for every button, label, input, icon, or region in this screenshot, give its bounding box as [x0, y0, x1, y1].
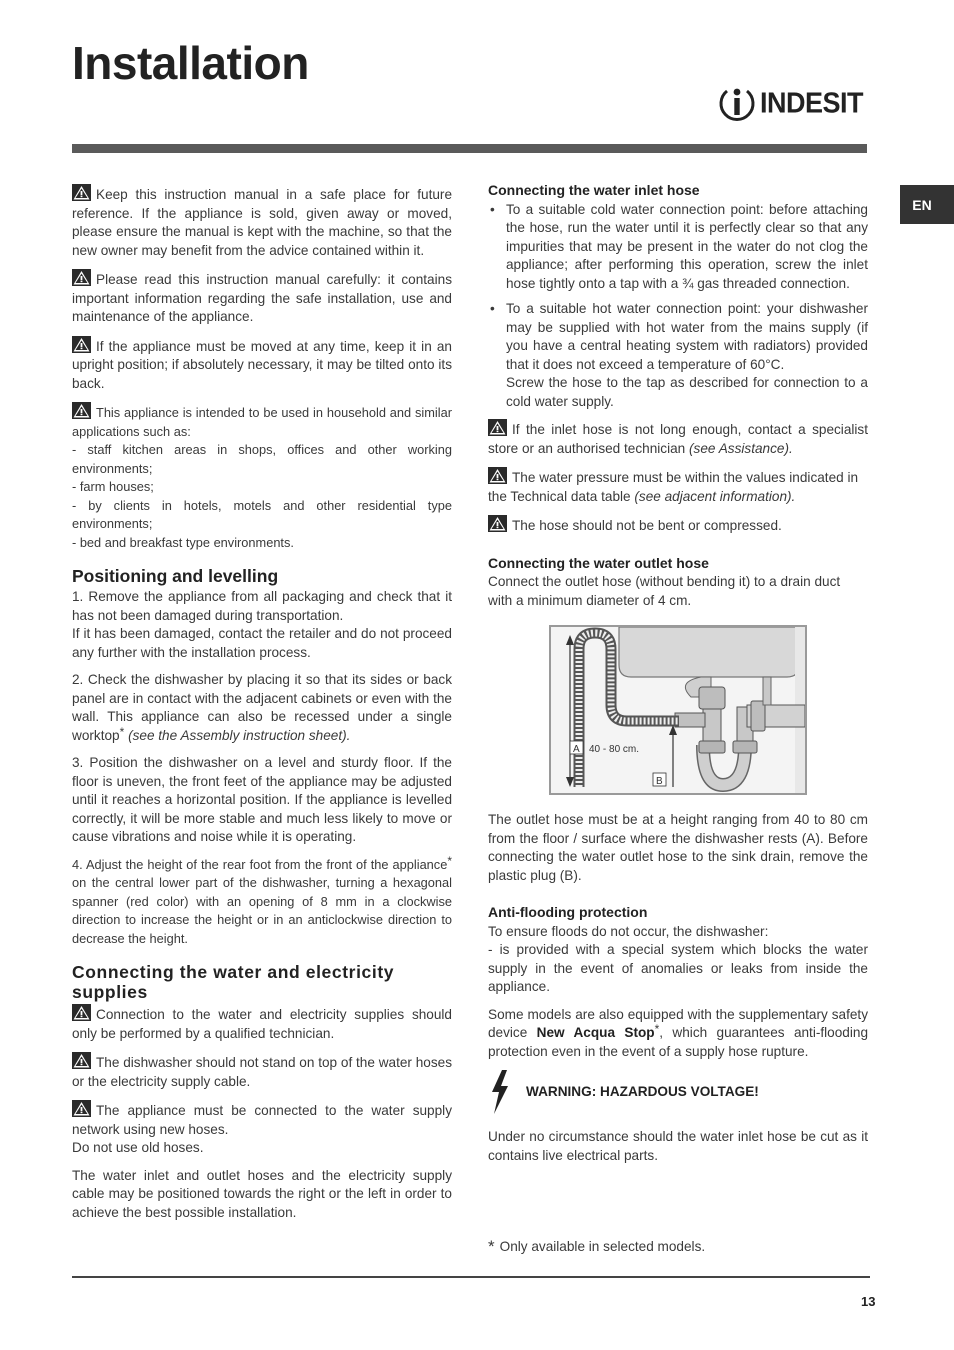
outlet-hose-diagram — [549, 625, 807, 795]
label-b: B — [656, 776, 663, 787]
warning-qualified-technician: Connection to the water and electricity supplies should only be performed by a qualified technician. — [72, 1004, 452, 1043]
use-item: - farm houses; — [72, 479, 154, 494]
use-item: - staff kitchen areas in shops, offices and other working environments; — [72, 442, 452, 476]
warning-keep-manual: Keep this instruction manual in a safe place for future reference. If the appliance is sold, given away or moved, please ensure the manual is kept with the machine, so that the new owner may benefit from the advice contained within it. — [72, 184, 452, 260]
asterisk: * — [488, 1237, 495, 1256]
warning-icon — [488, 515, 507, 532]
asterisk: * — [654, 1022, 660, 1036]
warning-icon — [488, 467, 507, 484]
list-item: • To a suitable hot water connection point: your dishwasher may be supplied with hot water from the mains supply (if you have a central heating system with radiators) provided that it does not exceed a temperature of 60°C. Screw the hose to the tap as described for connection to a cold water supply. — [488, 300, 868, 411]
heading-anti-flooding: Anti-flooding protection — [488, 904, 648, 920]
warning-water-pressure: The water pressure must be within the values indicated in the Technical data table (see adjacent information). — [488, 467, 868, 506]
right-column — [488, 181, 868, 1174]
section-heading-positioning: Positioning and levelling — [72, 566, 279, 586]
warning-read-manual: Please read this instruction manual carefully: it contains important information regarding the safe installation, use and maintenance of the appliance. — [72, 269, 452, 327]
voltage-warning-label: WARNING: HAZARDOUS VOLTAGE! — [526, 1083, 759, 1099]
warning-hoses-cable: The dishwasher should not stand on top of the water hoses or the electricity supply cable. — [72, 1052, 452, 1091]
step-1: 1. Remove the appliance from all packaging and check that it has not been damaged during transportation. If it has been damaged, contact the retailer and do not proceed any further with the installation process. — [72, 589, 452, 660]
heading-outlet-hose: Connecting the water outlet hose — [488, 554, 709, 571]
warning-icon — [72, 269, 91, 286]
warning-icon — [72, 1004, 91, 1021]
left-column — [72, 184, 452, 1231]
warning-move-upright: If the appliance must be moved at any time, keep it in an upright position; if absolutely necessary, it may be tilted onto its back. — [72, 336, 452, 394]
label-a: A — [573, 744, 580, 755]
list-item: • To a suitable cold water connection point: before attaching the hose, run the water until it is perfectly clear so that any impurities that may be present in the water do not clog the appliance; after performing this operation, screw the inlet hose tightly onto a tap with a ¾ gas threaded connection. — [488, 201, 868, 294]
warning-intended-use: This appliance is intended to be used in household and similar applications such as: - staff kitchen areas in shops, offices and other working environments; - farm houses; - by clients in hotels, motels and other residential type environments; - bed and breakfast type environments. — [72, 402, 452, 552]
voltage-warning-text: Under no circumstance should the water inlet hose be cut as it contains live electrical parts. — [488, 1129, 868, 1163]
language-tab: EN — [900, 185, 954, 224]
step-4: 4. Adjust the height of the rear foot from the front of the appliance* on the central lower part of the dishwasher, turning a hexagonal spanner (red color) with an opening of 8 mm in a clockwise direction to increase the height or in an anticlockwise direction to decrease the height. — [72, 853, 452, 946]
warning-icon — [72, 402, 91, 419]
height-range-label: 40 - 80 cm. — [589, 744, 640, 755]
indesit-i-icon — [718, 84, 756, 122]
warning-hose-bent: The hose should not be bent or compressed. — [488, 515, 868, 536]
asterisk: * — [447, 853, 452, 868]
lightning-bolt-icon — [488, 1070, 512, 1114]
brand-name: INDESIT — [760, 86, 864, 119]
voltage-warning — [488, 1070, 868, 1114]
page-title: Installation — [72, 37, 309, 89]
sink-drain-illustration — [551, 627, 805, 793]
step-3: 3. Position the dishwasher on a level and sturdy floor. If the floor is uneven, the front feet of the appliance may be adjusted until it reaches a horizontal position. If the appliance is levelled correctly, it will be more stable and much less likely to move or cause vibrations and noise while it is operating. — [72, 755, 452, 844]
brand-logo — [718, 84, 863, 122]
anti-flooding-text: To ensure floods do not occur, the dishwasher: - is provided with a special system which blocks the water supply in the event of anomalies or leaks from inside the appliance. — [488, 923, 868, 994]
inlet-list — [488, 201, 868, 412]
warning-icon — [72, 184, 91, 201]
warning-icon — [72, 336, 91, 353]
outlet-text: Connect the outlet hose (without bending it) to a drain duct with a minimum diameter of 4 cm. — [488, 574, 841, 608]
outlet-height-text: The outlet hose must be at a height ranging from 40 to 80 cm from the floor / surface where the dishwasher rests (A). Before connecting the water outlet hose to the sink drain, remove the plastic plug (B). — [488, 812, 868, 883]
acqua-stop-text: Some models are also equipped with the supplementary safety device New Acqua Stop*, which guarantees anti-flooding protection even in the event of a supply hose rupture. — [488, 1006, 869, 1059]
footnote: * Only available in selected models. — [488, 1237, 706, 1256]
warning-icon — [488, 419, 507, 436]
heading-inlet-hose: Connecting the water inlet hose — [488, 182, 700, 198]
hose-positioning-text: The water inlet and outlet hoses and the electricity supply cable may be positioned towards the right or the left in order to achieve the best possible installation. — [72, 1167, 452, 1220]
page-number: 13 — [861, 1294, 876, 1309]
step-2: 2. Check the dishwasher by placing it so that its sides or back panel are in contact with the adjacent cabinets or even with the wall. This appliance can also be recessed under a single worktop* (see the Assembly instruction sheet). — [72, 672, 452, 743]
asterisk: * — [119, 724, 125, 739]
use-item: - bed and breakfast type environments. — [72, 534, 294, 550]
warning-icon — [72, 1052, 91, 1069]
header-rule — [72, 144, 867, 153]
use-item: - by clients in hotels, motels and other residential type environments; — [72, 497, 452, 531]
warning-icon — [72, 1100, 91, 1117]
footer-rule — [72, 1276, 870, 1278]
warning-inlet-length: If the inlet hose is not long enough, contact a specialist store or an authorised technician (see Assistance). — [488, 419, 868, 458]
section-heading-connecting: Connecting the water and electricity supplies — [72, 962, 395, 1002]
warning-new-hoses: The appliance must be connected to the water supply network using new hoses. Do not use old hoses. — [72, 1100, 452, 1158]
